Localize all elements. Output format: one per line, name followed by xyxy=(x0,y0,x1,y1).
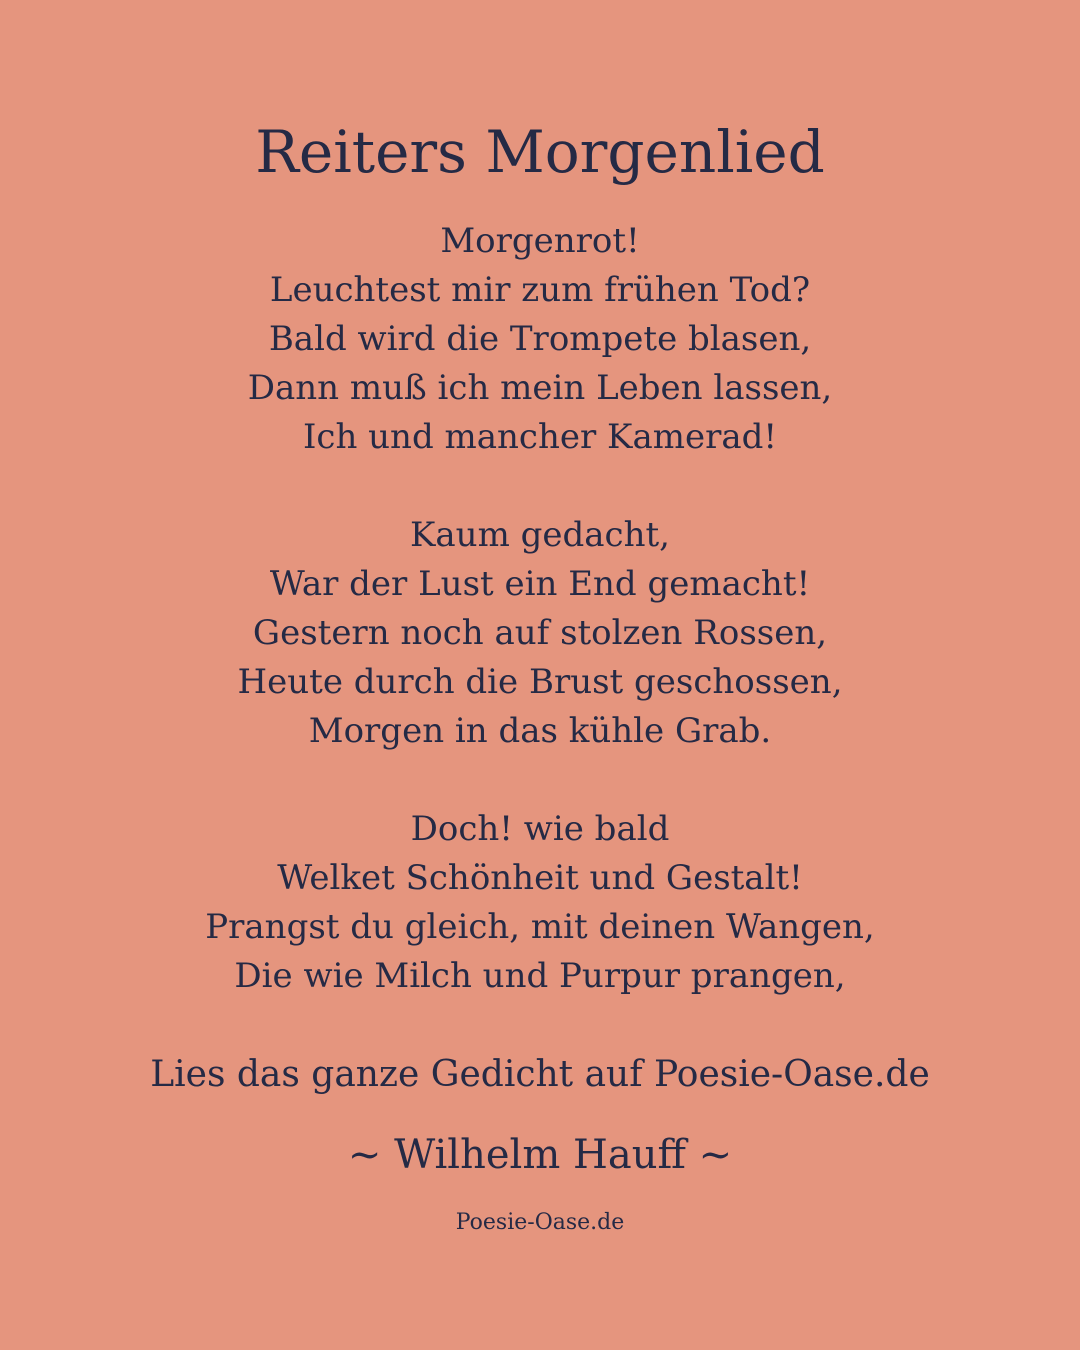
poem-line: Ich und mancher Kamerad! xyxy=(302,417,778,457)
stanza xyxy=(0,805,1080,1001)
poem-line: Gestern noch auf stolzen Rossen, xyxy=(252,613,828,653)
poem-line: Doch! wie bald xyxy=(410,809,670,849)
poem-line: Welket Schönheit und Gestalt! xyxy=(277,858,803,898)
poem-line: Morgen in das kühle Grab. xyxy=(308,711,772,751)
poem-line: Leuchtest mir zum frühen Tod? xyxy=(269,270,811,310)
poem-body xyxy=(0,217,1080,1050)
poem-author: ~ Wilhelm Hauff ~ xyxy=(347,1132,733,1178)
poem-line: Heute durch die Brust geschossen, xyxy=(237,662,843,702)
stanza xyxy=(0,511,1080,756)
stanza xyxy=(0,217,1080,462)
poem-line: Bald wird die Trompete blasen, xyxy=(268,319,812,359)
poem-title: Reiters Morgenlied xyxy=(255,118,825,186)
poem-line: Kaum gedacht, xyxy=(410,515,670,555)
poem-line: Prangst du gleich, mit deinen Wangen, xyxy=(205,907,875,947)
poem-line: Die wie Milch und Purpur prangen, xyxy=(234,956,846,996)
poem-line: War der Lust ein End gemacht! xyxy=(269,564,811,604)
site-watermark: Poesie-Oase.de xyxy=(455,1210,625,1235)
poem-line: Dann muß ich mein Leben lassen, xyxy=(247,368,833,408)
poem-line: Morgenrot! xyxy=(440,221,640,261)
read-full-poem-link: Lies das ganze Gedicht auf Poesie-Oase.de xyxy=(150,1054,930,1095)
